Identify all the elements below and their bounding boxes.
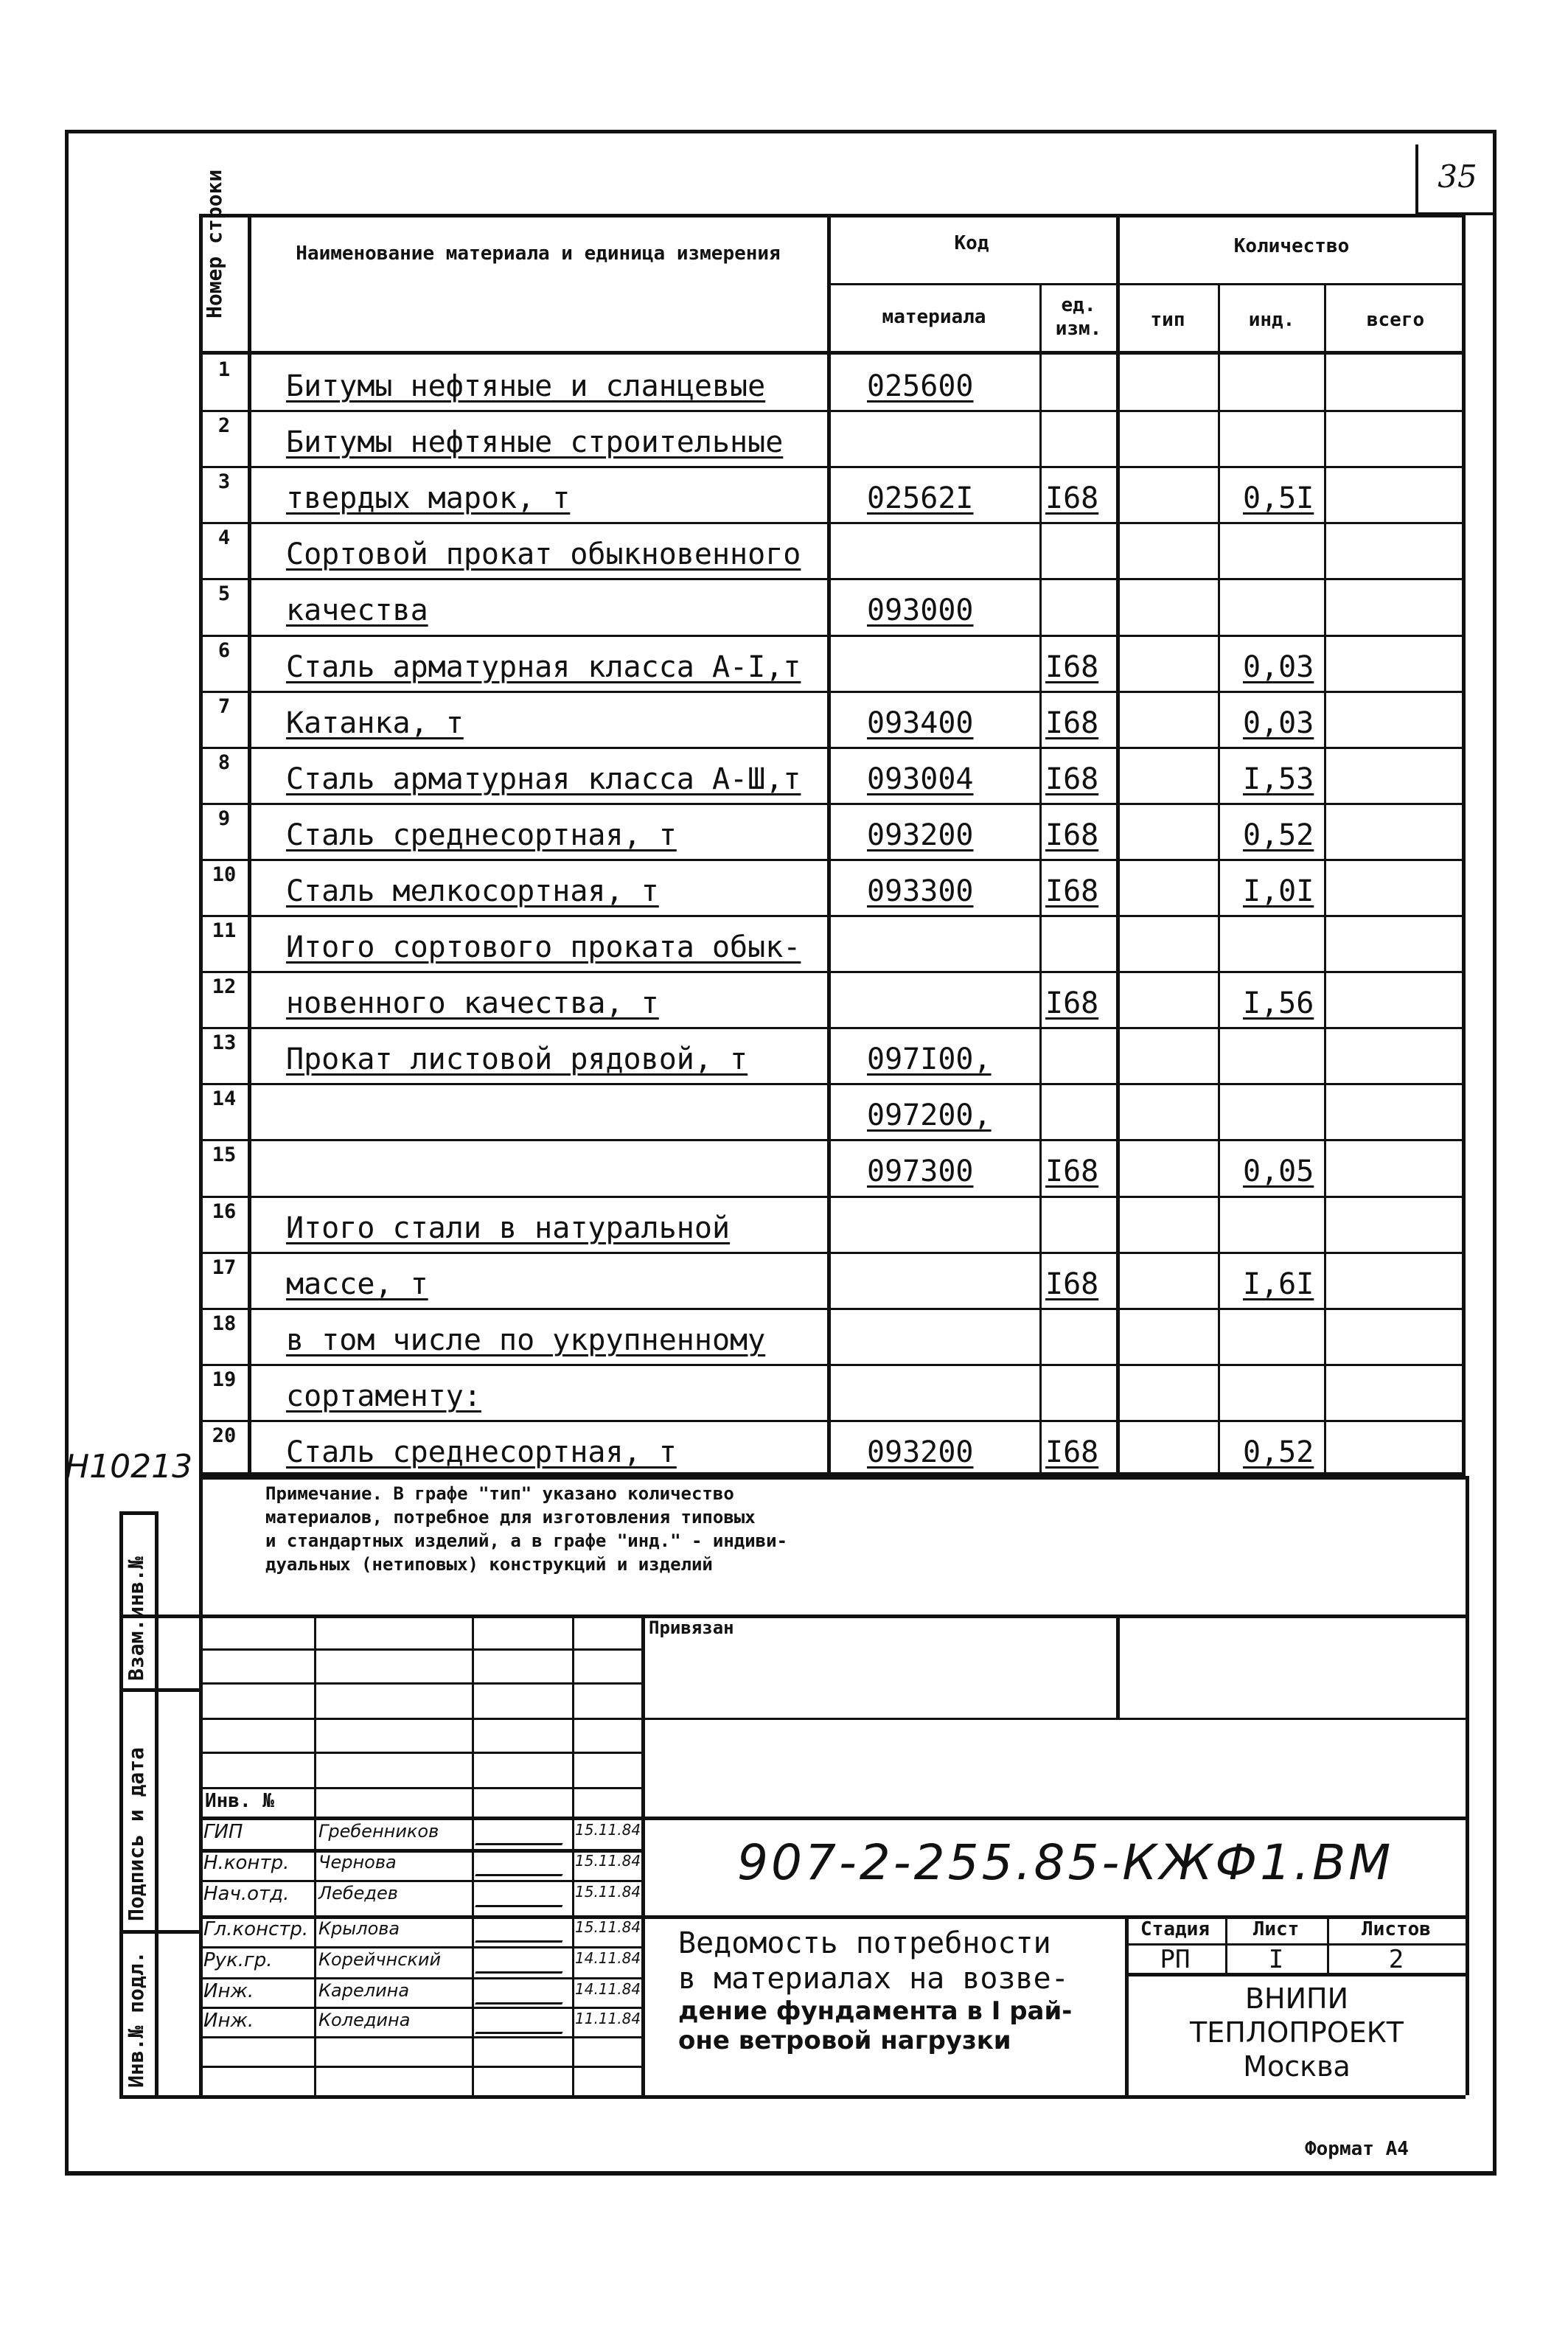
signer-role: Рук.гр. — [203, 1949, 273, 1971]
side-mark: Н10213 — [65, 1448, 193, 1486]
header-quantity-ind: инд. — [1248, 309, 1295, 331]
org-line: ТЕПЛОПРОЕКТ — [1190, 2016, 1404, 2049]
document-title — [678, 1926, 1072, 2055]
row-number: 20 — [212, 1424, 237, 1447]
row-number: 17 — [212, 1256, 237, 1279]
document-code: 907-2-255.85-КЖФ1.ВМ — [737, 1834, 1394, 1891]
header-quantity-total: всего — [1366, 309, 1425, 331]
row-number: 18 — [212, 1312, 237, 1335]
row-unit-code: I68 — [1045, 1435, 1099, 1469]
header-code: Код — [954, 232, 989, 254]
header-quantity: Количество — [1233, 235, 1350, 257]
row-material-code: 093200 — [867, 1435, 974, 1469]
row-unit-code: I68 — [1045, 874, 1099, 908]
signer-date: 15.11.84 — [575, 1918, 641, 1936]
row-quantity-ind: 0,52 — [1243, 818, 1314, 852]
row-material-name: Итого стали в натуральной — [286, 1211, 731, 1245]
signer-name: Карелина — [318, 1980, 410, 2001]
row-material-name: Сортовой прокат обыкновенного — [286, 537, 801, 571]
signer-role: Нач.отд. — [203, 1883, 290, 1905]
row-material-code: 093200 — [867, 818, 974, 852]
title-line: дение фундамента в I рай- — [678, 1996, 1073, 2026]
row-unit-code: I68 — [1045, 481, 1099, 515]
format-label: Формат А4 — [1305, 2138, 1409, 2160]
row-material-name: Итого сортового проката обык- — [286, 930, 801, 964]
signer-role: Инж. — [203, 1980, 254, 2002]
signer-role: Н.контр. — [203, 1852, 290, 1874]
signature-mark — [475, 1827, 571, 1845]
title-line: Ведомость потребности — [678, 1926, 1051, 1960]
title-line: в материалах на возве- — [678, 1962, 1069, 1996]
row-material-name: твердых марок, т — [286, 481, 571, 515]
row-material-name: Битумы нефтяные строительные — [286, 425, 784, 459]
row-number: 2 — [217, 414, 231, 437]
signer-name: Коледина — [318, 2010, 411, 2030]
signature-mark — [475, 1986, 571, 2005]
signer-date: 15.11.84 — [575, 1852, 641, 1870]
signer-name: Гребенников — [318, 1821, 439, 1842]
row-number: 11 — [212, 919, 237, 942]
row-material-name: Сталь арматурная класса А-Ш,т — [286, 762, 801, 796]
row-material-code: 097200, — [867, 1098, 992, 1132]
signature-mark — [475, 1955, 571, 1974]
row-quantity-ind: 0,03 — [1243, 706, 1314, 740]
row-number: 4 — [217, 526, 231, 549]
row-quantity-ind: I,6I — [1243, 1267, 1314, 1301]
row-material-name: качества — [286, 593, 428, 627]
row-material-name: Битумы нефтяные и сланцевые — [286, 369, 766, 403]
row-material-code: 02562I — [867, 481, 974, 515]
row-material-name: Сталь мелкосортная, т — [286, 874, 659, 908]
note-line: и стандартных изделий, а в графе "инд." - индиви- — [265, 1530, 788, 1551]
row-unit-code: I68 — [1045, 1267, 1099, 1301]
signer-name: Крылова — [318, 1918, 400, 1939]
row-quantity-ind: I,0I — [1243, 874, 1314, 908]
row-quantity-ind: 0,52 — [1243, 1435, 1314, 1469]
signer-date: 14.11.84 — [575, 1949, 641, 1967]
row-quantity-ind: 0,05 — [1243, 1154, 1314, 1188]
side-label-podpis: Подпись и дата — [124, 1746, 148, 1921]
sheet-number: 35 — [1415, 144, 1496, 215]
row-number: 14 — [212, 1087, 237, 1110]
row-material-name: сортаменту: — [286, 1379, 481, 1413]
note-line: Примечание. В графе "тип" указано количество — [265, 1483, 734, 1504]
side-label-vzam: Взам.инв.№ — [124, 1556, 148, 1681]
row-number: 12 — [212, 975, 237, 998]
signer-name: Лебедев — [318, 1883, 398, 1904]
row-number: 7 — [217, 695, 231, 718]
privyazan-label: Привязан — [649, 1617, 734, 1638]
row-material-name: Катанка, т — [286, 706, 464, 740]
signer-role: ГИП — [203, 1821, 243, 1843]
signer-name: Чернова — [318, 1852, 397, 1873]
note-line: материалов, потребное для изготовления типовых — [265, 1507, 756, 1528]
signer-name: Корейчнский — [318, 1949, 442, 1970]
sheet-label: Лист — [1252, 1918, 1300, 1940]
row-number: 13 — [212, 1031, 237, 1054]
inv-no-label: Инв. № — [205, 1790, 274, 1812]
row-material-name: массе, т — [286, 1267, 428, 1301]
row-material-code: 097300 — [867, 1154, 974, 1188]
note-block — [265, 1482, 1003, 1576]
row-number: 6 — [217, 639, 231, 662]
row-material-code: 025600 — [867, 369, 974, 403]
row-quantity-ind: I,53 — [1243, 762, 1314, 796]
row-material-name: новенного качества, т — [286, 986, 659, 1020]
sheets-value: 2 — [1388, 1945, 1404, 1974]
sheets-label: Листов — [1362, 1918, 1431, 1940]
row-number: 9 — [217, 807, 231, 830]
row-material-name: Сталь среднесортная, т — [286, 1435, 677, 1469]
row-material-name: Сталь среднесортная, т — [286, 818, 677, 852]
signature-mark — [475, 2016, 571, 2034]
header-code-unit: ед. изм. — [1055, 294, 1102, 340]
row-unit-code: I68 — [1045, 762, 1099, 796]
signer-date: 14.11.84 — [575, 1980, 641, 1998]
row-number: 3 — [217, 470, 231, 493]
row-number: 15 — [212, 1143, 237, 1166]
signature-mark — [475, 1858, 571, 1876]
row-unit-code: I68 — [1045, 650, 1099, 684]
signer-date: 15.11.84 — [575, 1821, 641, 1839]
signature-mark — [475, 1924, 571, 1943]
header-quantity-type: тип — [1150, 309, 1185, 331]
signer-date: 15.11.84 — [575, 1883, 641, 1901]
org-line: Москва — [1243, 2050, 1351, 2083]
row-number: 19 — [212, 1368, 237, 1391]
row-quantity-ind: 0,5I — [1243, 481, 1314, 515]
row-number: 5 — [217, 582, 231, 605]
row-unit-code: I68 — [1045, 986, 1099, 1020]
header-material-name: Наименование материала и единица измерения — [296, 243, 781, 265]
side-label-inv-podl: Инв.№ подл. — [124, 1951, 148, 2088]
row-number: 16 — [212, 1200, 237, 1223]
note-line: дуальных (нетиповых) конструкций и изделий — [265, 1554, 713, 1575]
signer-role: Инж. — [203, 2010, 254, 2032]
title-line: оне ветровой нагрузки — [678, 2026, 1011, 2055]
row-number: 1 — [217, 358, 231, 381]
row-number: 10 — [212, 863, 237, 886]
row-material-code: 093004 — [867, 762, 974, 796]
row-material-name: в том числе по укрупненному — [286, 1323, 766, 1357]
row-material-code: 093000 — [867, 593, 974, 627]
row-material-code: 093300 — [867, 874, 974, 908]
signer-date: 11.11.84 — [575, 2010, 641, 2027]
row-material-code: 093400 — [867, 706, 974, 740]
sheet-value: I — [1268, 1945, 1284, 1974]
org-line: ВНИПИ — [1244, 1982, 1349, 2015]
signer-role: Гл.констр. — [203, 1918, 309, 1940]
row-material-code: 097I00, — [867, 1042, 992, 1076]
row-quantity-ind: I,56 — [1243, 986, 1314, 1020]
signature-mark — [475, 1889, 571, 1907]
header-row-number: Номер строки — [202, 169, 226, 318]
stage-value: РП — [1160, 1945, 1191, 1974]
header-code-material: материала — [882, 306, 986, 328]
row-material-name: Сталь арматурная класса А-I,т — [286, 650, 801, 684]
row-material-name: Прокат листовой рядовой, т — [286, 1042, 748, 1076]
row-number: 8 — [217, 751, 231, 774]
row-unit-code: I68 — [1045, 818, 1099, 852]
row-unit-code: I68 — [1045, 706, 1099, 740]
stage-label: Стадия — [1140, 1918, 1210, 1940]
organization — [1128, 1982, 1466, 2083]
row-quantity-ind: 0,03 — [1243, 650, 1314, 684]
row-unit-code: I68 — [1045, 1154, 1099, 1188]
